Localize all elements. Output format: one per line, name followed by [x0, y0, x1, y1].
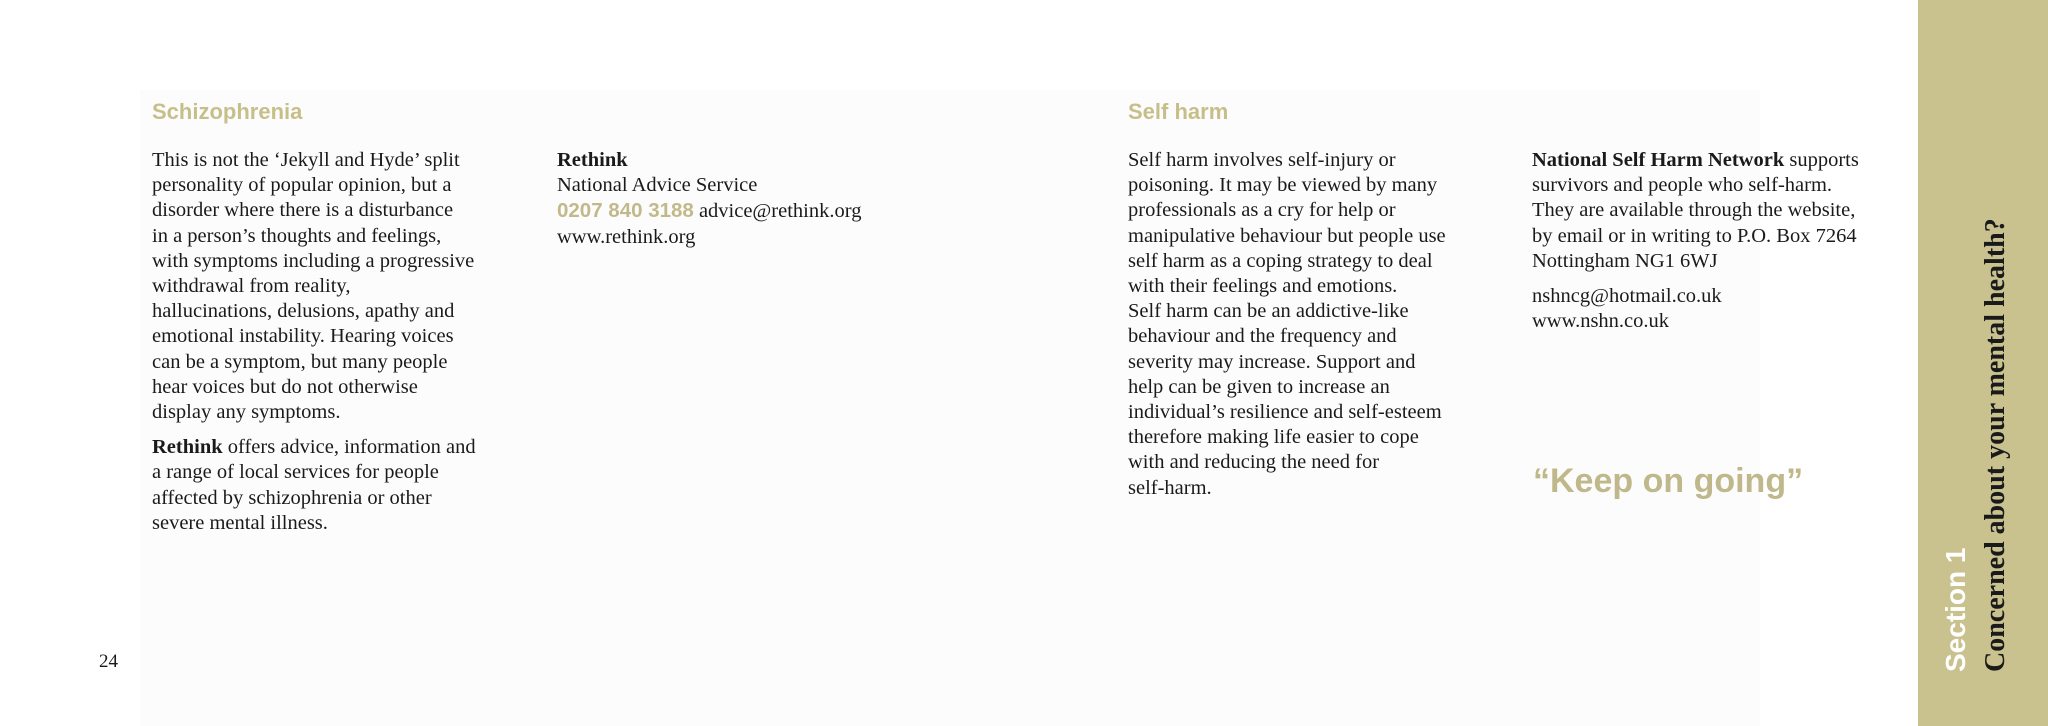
- text-line: by email or in writing to P.O. Box 7264: [1532, 224, 1857, 247]
- text-line: can be a symptom, but many people: [152, 350, 448, 373]
- text-line: severe mental illness.: [152, 511, 328, 534]
- pull-quote: “Keep on going”: [1533, 462, 1804, 500]
- nshn-paragraph: [1532, 148, 1912, 274]
- text-line: hallucinations, delusions, apathy and: [152, 300, 455, 323]
- text-line: self harm as a coping strategy to deal: [1128, 249, 1433, 272]
- text-line: Self harm can be an addictive-like: [1128, 300, 1409, 323]
- section-side-label: [1936, 218, 2016, 672]
- text-line: emotional instability. Hearing voices: [152, 325, 454, 348]
- text-line: self-harm.: [1128, 476, 1212, 499]
- rethink-website-link[interactable]: www.rethink.org: [557, 225, 696, 248]
- text-line: [152, 435, 532, 460]
- text-line: affected by schizophrenia or other: [152, 486, 432, 509]
- text-line: [1532, 148, 1912, 173]
- nshn-name: National Self Harm Network: [1532, 149, 1785, 171]
- text-line: with symptoms including a progressive: [152, 249, 475, 272]
- self-harm-description: [1128, 148, 1518, 501]
- text-line: individual’s resilience and self-esteem: [1128, 401, 1442, 424]
- rethink-org-name: Rethink: [152, 436, 223, 459]
- rethink-phone: 0207 840 3188: [557, 199, 694, 223]
- text-line: professionals as a cry for help or: [1128, 199, 1396, 222]
- section-number: Section 1: [1940, 547, 1971, 672]
- self-harm-column: [1128, 148, 1518, 511]
- text-line: with and reducing the need for: [1128, 451, 1380, 474]
- text-line: poisoning. It may be viewed by many: [1128, 174, 1438, 197]
- text-line: display any symptoms.: [152, 401, 341, 424]
- text-line: manipulative behaviour but people use: [1128, 224, 1446, 247]
- rethink-email-link[interactable]: advice@rethink.org: [698, 200, 862, 223]
- rethink-phone-email-line: [557, 198, 897, 224]
- text-line: withdrawal from reality,: [152, 275, 351, 298]
- nshn-contacts: [1532, 284, 1912, 334]
- text-line: hear voices but do not otherwise: [152, 375, 418, 398]
- text-line: Nottingham NG1 6WJ: [1532, 249, 1718, 272]
- nshn-email-link[interactable]: nshncg@hotmail.co.uk: [1532, 285, 1722, 308]
- text-line: with their feelings and emotions.: [1128, 275, 1398, 298]
- text-fragment: supports: [1784, 149, 1859, 171]
- text-line: Self harm involves self-injury or: [1128, 149, 1396, 171]
- text-line: They are available through the website,: [1532, 199, 1856, 222]
- text-line: disorder where there is a disturbance: [152, 199, 454, 222]
- text-line: survivors and people who self-harm.: [1532, 174, 1833, 197]
- text-line: This is not the ‘Jekyll and Hyde’ split: [152, 149, 460, 171]
- text-line: behaviour and the frequency and: [1128, 325, 1397, 348]
- text-fragment: offers advice, information and: [222, 436, 476, 459]
- rethink-org-paragraph: [152, 435, 532, 536]
- text-line: severity may increase. Support and: [1128, 350, 1416, 373]
- schizophrenia-column: [152, 148, 532, 546]
- text-line: a range of local services for people: [152, 461, 439, 484]
- rethink-name: Rethink: [557, 149, 628, 171]
- section-title: Concerned about your mental health?: [1980, 218, 2011, 672]
- text-line: help can be given to increase an: [1128, 375, 1390, 398]
- text-line: therefore making life easier to cope: [1128, 426, 1419, 449]
- schizophrenia-heading: Schizophrenia: [152, 99, 303, 124]
- nshn-column: [1532, 148, 1912, 344]
- page-number: 24: [99, 651, 118, 672]
- rethink-service: National Advice Service: [557, 174, 758, 197]
- text-line: in a person’s thoughts and feelings,: [152, 224, 442, 247]
- self-harm-heading: Self harm: [1128, 99, 1229, 124]
- schizophrenia-description: [152, 148, 532, 425]
- nshn-website-link[interactable]: www.nshn.co.uk: [1532, 310, 1670, 333]
- rethink-contact-block: [557, 148, 897, 250]
- text-line: personality of popular opinion, but a: [152, 174, 452, 197]
